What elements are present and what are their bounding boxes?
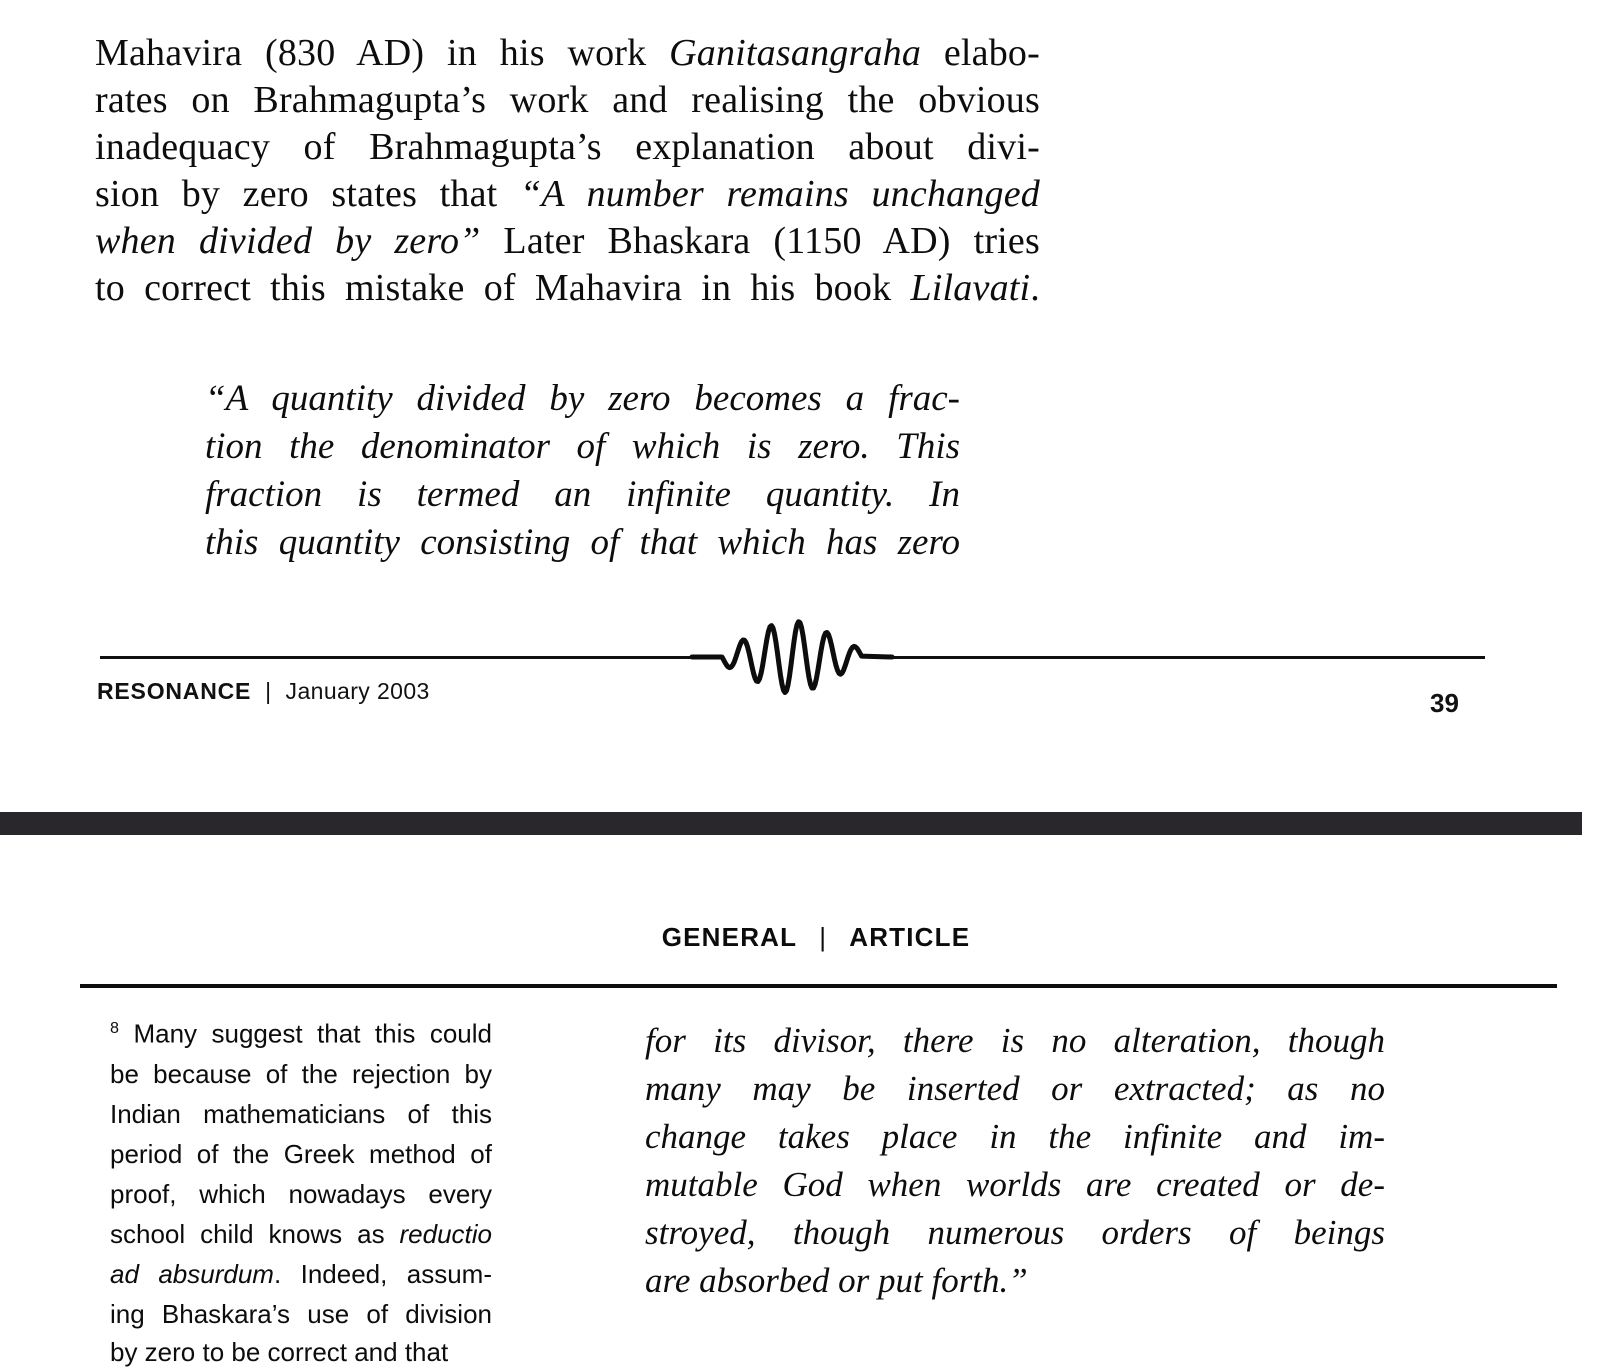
issue-date: January 2003 [285, 678, 430, 704]
text-line: ing Bhaskara’s use of division [110, 1298, 492, 1329]
text-line: fraction is termed an infinite quantity. In [205, 474, 960, 515]
text-line: to correct this mistake of Mahavira in his book Lilavati. [95, 267, 1040, 309]
section-header-separator: | [819, 922, 828, 952]
page-number: 39 [1430, 688, 1459, 718]
resonance-wave-icon [692, 616, 892, 700]
section-header-right: ARTICLE [849, 922, 971, 952]
text-line: are absorbed or put forth.” [645, 1261, 1028, 1300]
lilavati-quote-block [205, 375, 960, 567]
page-footer [97, 678, 430, 705]
text-line: period of the Greek method of [110, 1138, 492, 1169]
text-line: sion by zero states that “A number remains unchanged [95, 173, 1041, 215]
text-line: change takes place in the infinite and im- [645, 1117, 1385, 1156]
text-line: tion the denominator of which is zero. This [205, 426, 960, 467]
text-line: many may be inserted or extracted; as no [645, 1069, 1385, 1108]
text-line: school child knows as reductio [110, 1218, 492, 1249]
footnote-clipped-line: by zero to be correct and that [110, 1337, 449, 1367]
text-line: be because of the rejection by [110, 1058, 492, 1089]
text-line: when divided by zero” Later Bhaskara (1150 AD) tries [95, 220, 1040, 262]
journal-name: RESONANCE [97, 678, 252, 704]
text-line: Indian mathematicians of this [110, 1098, 492, 1129]
text-line: ad absurdum. Indeed, assum- [110, 1258, 492, 1289]
footnote-column [110, 1008, 492, 1334]
body-paragraph [95, 30, 1040, 312]
text-line: for its divisor, there is no alteration, though [645, 1021, 1385, 1060]
header-rule [80, 984, 1557, 988]
section-header-left: GENERAL [661, 922, 798, 952]
text-line: inadequacy of Brahmagupta’s explanation about divi- [95, 126, 1040, 168]
text-line: “A quantity divided by zero becomes a frac- [205, 378, 960, 419]
text-line: proof, which nowadays every [110, 1178, 492, 1209]
text-line: rates on Brahmagupta’s work and realising the obvious [95, 79, 1040, 121]
text-line: stroyed, though numerous orders of beings [645, 1213, 1385, 1252]
section-header [25, 922, 1607, 953]
text-line: Mahavira (830 AD) in his work Ganitasangraha elabo- [95, 32, 1040, 74]
page-divider-bar [0, 812, 1582, 835]
footer-rule-left [100, 656, 700, 659]
footer-rule-right [882, 656, 1485, 659]
text-line: this quantity consisting of that which has zero [205, 522, 960, 563]
footer-separator: | [265, 678, 272, 704]
quote-continuation-column [645, 1017, 1385, 1305]
text-line: mutable God when worlds are created or de- [645, 1165, 1385, 1204]
text-line: $^8$ Many suggest that this could [110, 1018, 492, 1049]
